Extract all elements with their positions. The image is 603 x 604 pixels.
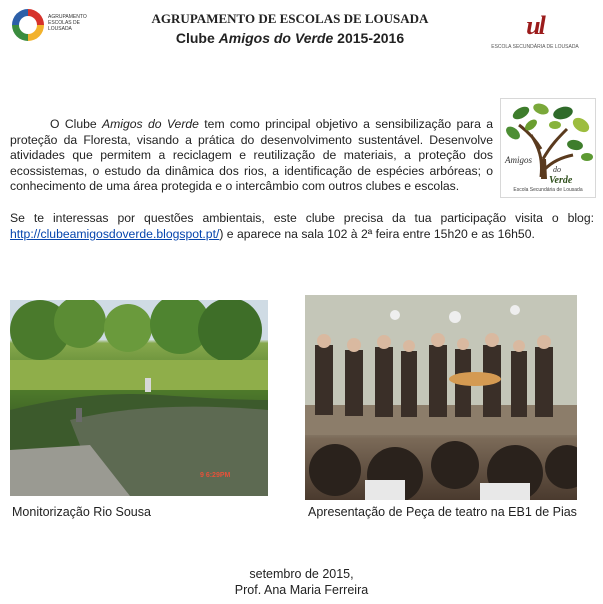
club-logo-caption: Escola Secundária de Lousada <box>513 187 583 193</box>
club-name: Amigos do Verde <box>218 30 334 46</box>
tree-leaves-icon <box>501 99 595 197</box>
compass-logo-icon <box>12 9 44 41</box>
page-subtitle: Clube Amigos do Verde 2015-2016 <box>175 30 405 46</box>
secondary-school-caption: ESCOLA SECUNDÁRIA DE LOUSADA <box>491 44 579 50</box>
footer-signature <box>0 566 603 598</box>
club-logo <box>500 98 596 198</box>
club-logo-word-verde: Verde <box>549 175 573 186</box>
club-logo-word-amigos: Amigos <box>505 155 532 165</box>
photo-river-monitoring <box>10 300 268 496</box>
photo-theater-presentation <box>305 295 577 500</box>
intro-paragraph: O Clube Amigos do Verde tem como principal objetivo a sensibilização para a proteção da Floresta, visando a prática do desenvolvimento sustentável. Desenvolve atividades que permitem a reciclagem e reutilização de materiais, a proteção dos ecossistemas, o estudo da dinâmica dos rios, a identificação de espécies arbóreas; o conhecimento de uma área protegida e o intercâmbio com outros clubes e escolas. <box>10 117 493 194</box>
river-scene-image <box>10 300 268 496</box>
school-group-logo <box>10 8 90 46</box>
caption-river: Monitorização Rio Sousa <box>12 505 151 519</box>
school-monogram: ul <box>526 11 544 40</box>
theater-scene-image <box>305 295 577 500</box>
club-logo-word-do: do <box>553 165 561 174</box>
school-group-logo-text: AGRUPAMENTO ESCOLAS DE LOUSADA <box>48 14 87 32</box>
secondary-school-logo <box>485 12 585 56</box>
photo-timestamp: 9 6:29PM <box>200 472 231 479</box>
footer-author: Prof. Ana Maria Ferreira <box>234 583 369 597</box>
participation-paragraph: Se te interessas por questões ambientais, este clube precisa da tua participação visita o blog: http://clubeamigosdoverde.blogspot.pt/) e aparece na sala 102 à 2ª feira entre 15h20 e as 16h50. <box>10 211 594 241</box>
footer-date: setembro de 2015, <box>249 567 354 581</box>
caption-theater: Apresentação de Peça de teatro na EB1 de Pias <box>308 505 577 519</box>
blog-link[interactable]: http://clubeamigosdoverde.blogspot.pt/ <box>10 226 220 241</box>
page-title: AGRUPAMENTO DE ESCOLAS DE LOUSADA <box>151 11 429 26</box>
